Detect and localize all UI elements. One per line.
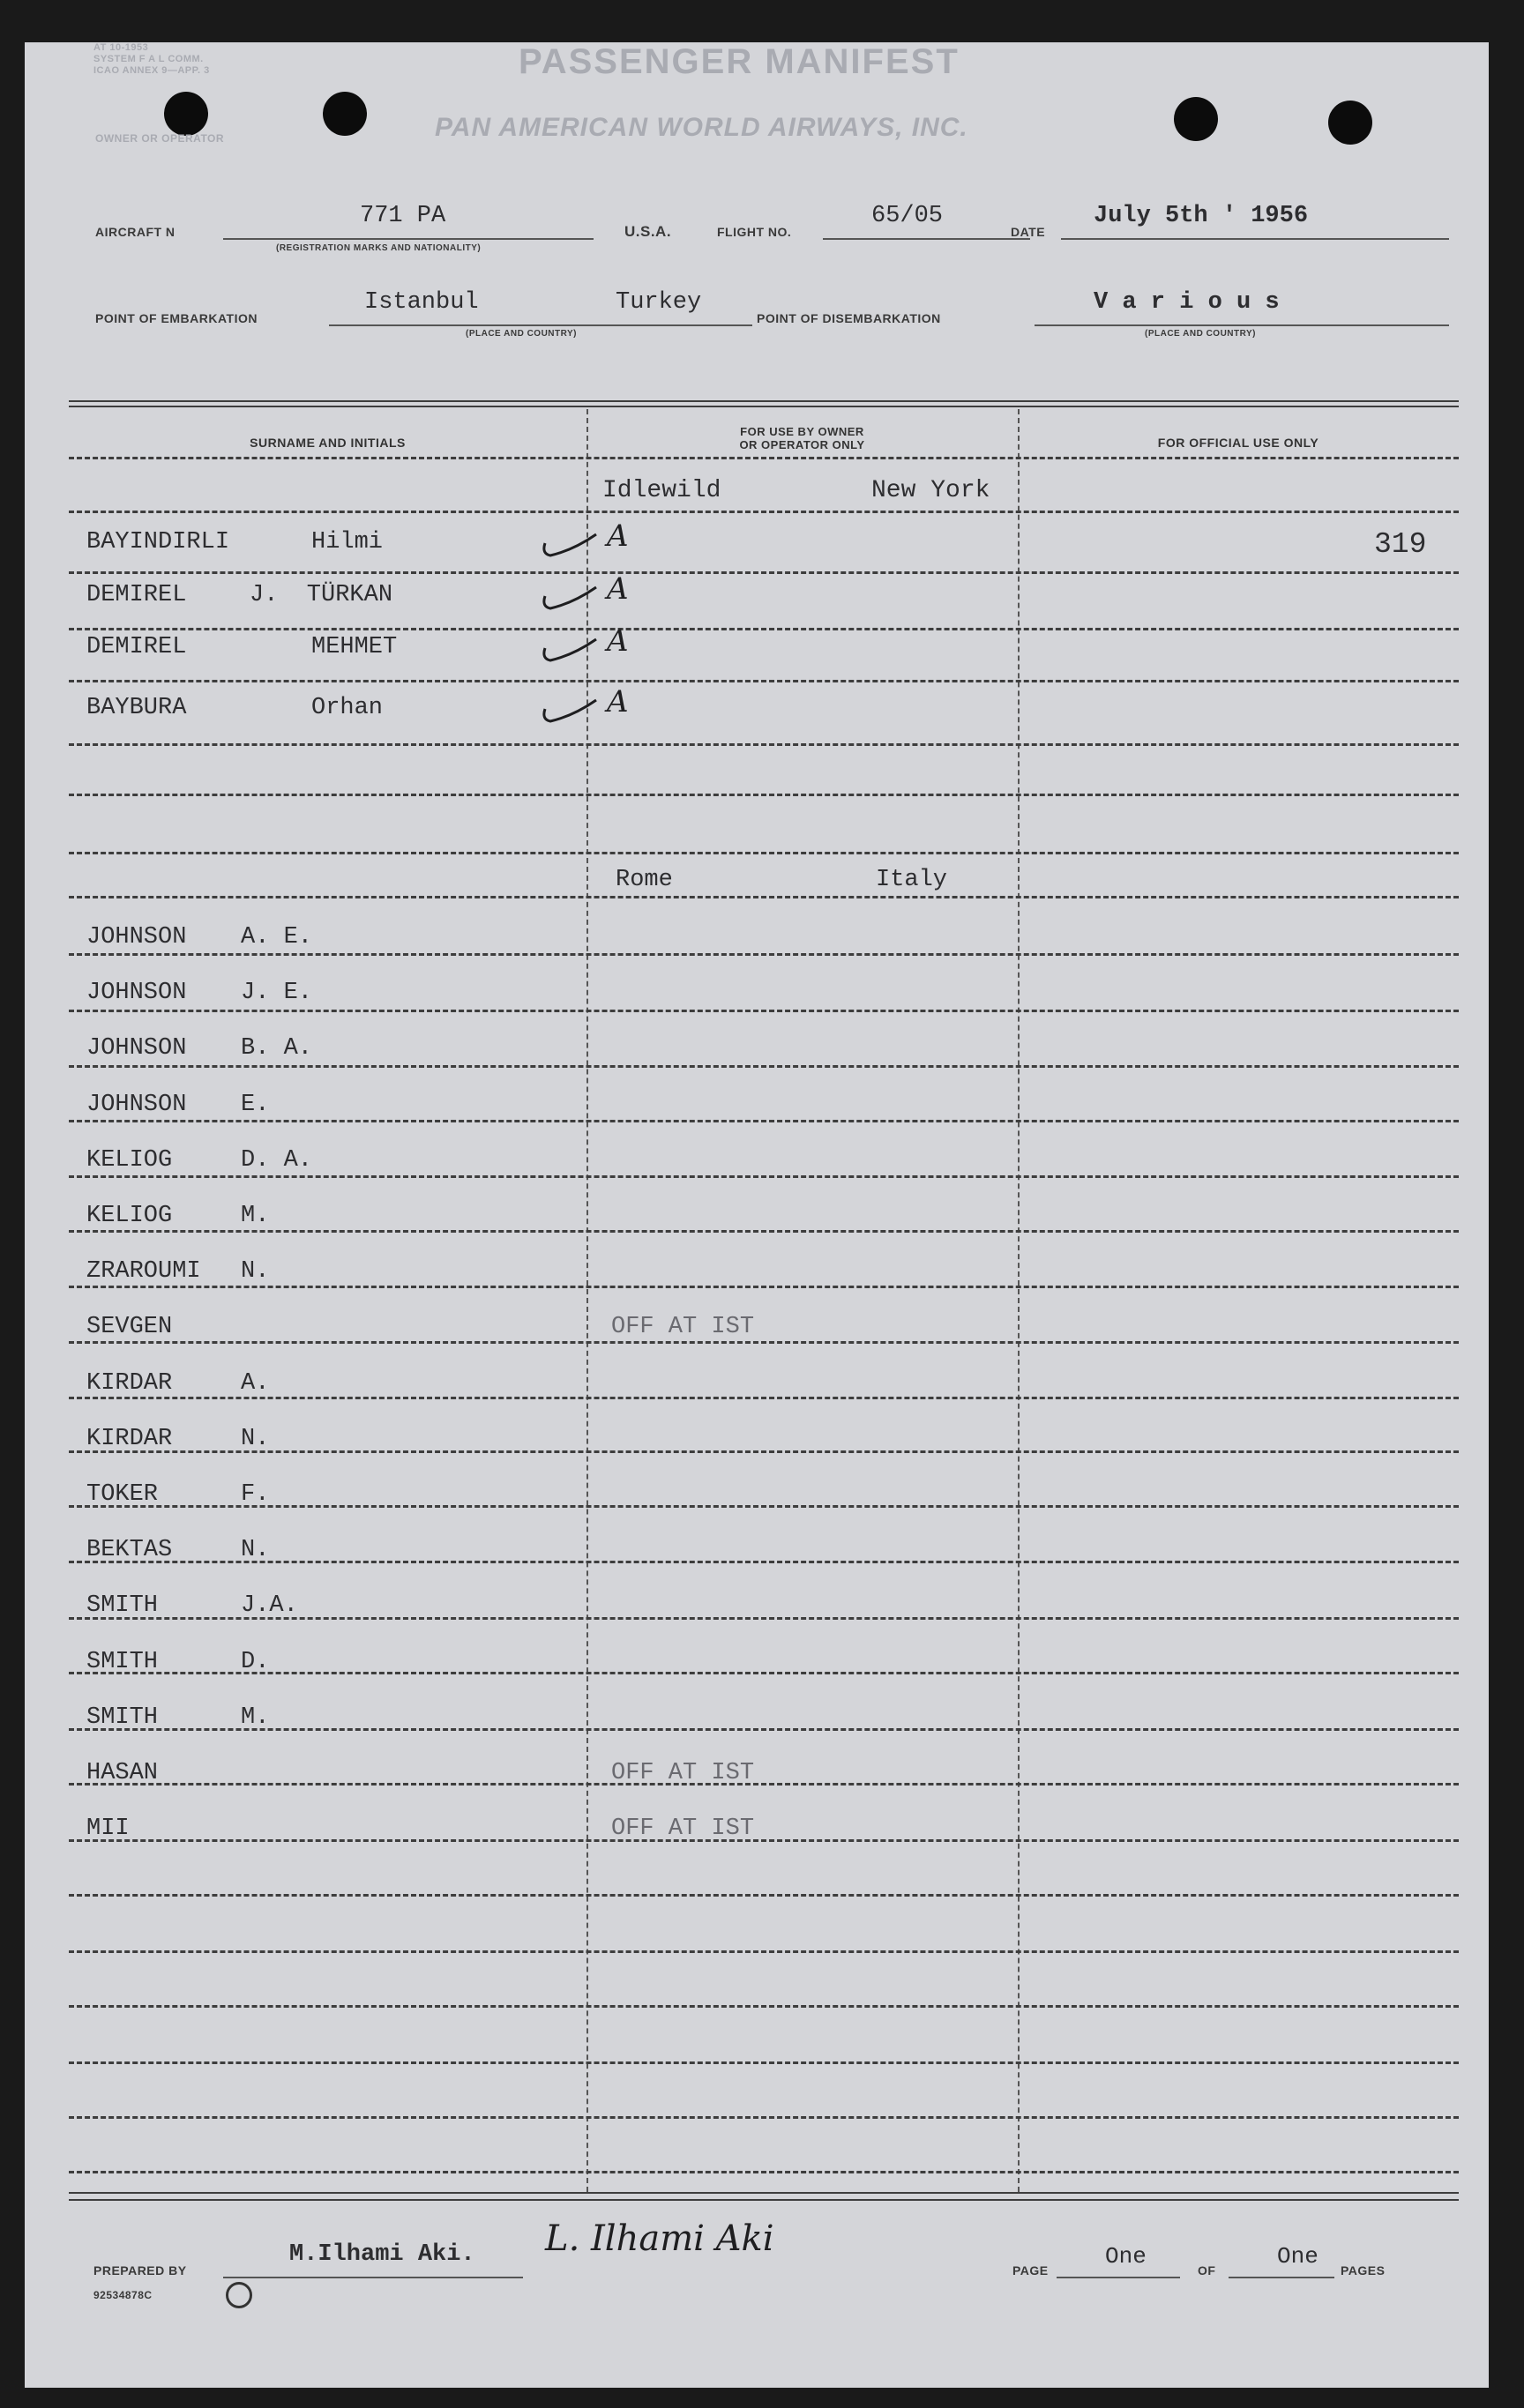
row-rule xyxy=(69,743,1459,746)
signature: L. Ilhami Aki xyxy=(545,2218,774,2259)
date-value: July 5th ' 1956 xyxy=(1094,203,1309,229)
aircraft-value: 771 PA xyxy=(360,203,446,229)
passenger-initials: A. E. xyxy=(241,924,313,951)
row-rule xyxy=(69,1894,1459,1897)
pages-value: One xyxy=(1277,2243,1319,2270)
place-country-note: (PLACE AND COUNTRY) xyxy=(1145,329,1256,339)
passenger-surname: ZRAROUMI xyxy=(86,1258,201,1285)
date-label: DATE xyxy=(1011,225,1046,239)
passenger-surname: SEVGEN xyxy=(86,1314,173,1340)
passenger-initials: J. TÜRKAN xyxy=(250,582,393,608)
check-mark: A xyxy=(607,684,629,719)
passenger-surname: JOHNSON xyxy=(86,1035,187,1062)
passenger-surname: KIRDAR xyxy=(86,1426,173,1452)
tick-icon xyxy=(538,632,600,667)
row-rule xyxy=(69,794,1459,796)
row-rule xyxy=(69,1783,1459,1785)
of-label: OF xyxy=(1198,2263,1216,2278)
row-rule xyxy=(69,2116,1459,2119)
passenger-initials: D. A. xyxy=(241,1147,313,1174)
passenger-initials: E. xyxy=(241,1092,270,1118)
passenger-initials: Orhan xyxy=(311,695,384,721)
place-country-note: (PLACE AND COUNTRY) xyxy=(466,329,577,339)
section1-dest-country: New York xyxy=(871,477,990,504)
passenger-initials: F. xyxy=(241,1481,270,1508)
passenger-surname: KELIOG xyxy=(86,1147,173,1174)
passenger-initials: N. xyxy=(241,1258,270,1285)
passenger-surname: SMITH xyxy=(86,1704,159,1731)
disembark-label: POINT OF DISEMBARKATION xyxy=(757,311,941,325)
row-rule xyxy=(69,1505,1459,1508)
row-rule xyxy=(69,1341,1459,1344)
row-rule xyxy=(69,1230,1459,1233)
passenger-initials: J.A. xyxy=(241,1592,298,1619)
flight-value: 65/05 xyxy=(871,203,944,229)
operator-note: OFF AT IST xyxy=(611,1815,755,1842)
passenger-initials: M. xyxy=(241,1704,270,1731)
passenger-initials: M. xyxy=(241,1203,270,1229)
row-rule xyxy=(69,680,1459,682)
usa-label: U.S.A. xyxy=(624,223,672,240)
page-value: One xyxy=(1105,2243,1147,2270)
passenger-surname: BAYINDIRLI xyxy=(86,529,230,555)
row-rule xyxy=(69,1120,1459,1122)
passenger-initials: N. xyxy=(241,1537,270,1563)
passenger-surname: TOKER xyxy=(86,1481,159,1508)
operator-note: OFF AT IST xyxy=(611,1760,755,1786)
passenger-surname: JOHNSON xyxy=(86,924,187,951)
operator-note: OFF AT IST xyxy=(611,1314,755,1340)
check-mark: A xyxy=(607,518,629,554)
col-official-header: FOR OFFICIAL USE ONLY xyxy=(1157,436,1319,450)
passenger-surname: DEMIREL xyxy=(86,634,187,660)
aircraft-label: AIRCRAFT N xyxy=(95,225,176,239)
row-rule xyxy=(69,1672,1459,1674)
passenger-surname: SMITH xyxy=(86,1592,159,1619)
row-rule xyxy=(69,1065,1459,1068)
page-label: PAGE xyxy=(1012,2263,1049,2278)
passenger-initials: A. xyxy=(241,1370,270,1397)
official-number: 319 xyxy=(1374,528,1427,561)
section2-dest-city: Rome xyxy=(616,867,673,893)
registration-note: (REGISTRATION MARKS AND NATIONALITY) xyxy=(276,243,482,253)
form-code-top: AT 10-1953 SYSTEM F A L COMM. ICAO ANNEX 9—APP. 3 xyxy=(93,42,210,76)
prepared-value: M.Ilhami Aki. xyxy=(289,2241,475,2268)
passenger-surname: DEMIREL xyxy=(86,582,187,608)
passenger-initials: D. xyxy=(241,1649,270,1675)
passenger-initials: B. A. xyxy=(241,1035,313,1062)
manifest-sheet xyxy=(25,42,1489,2388)
punch-hole xyxy=(323,92,367,136)
check-mark: A xyxy=(607,623,629,659)
passenger-surname: SMITH xyxy=(86,1649,159,1675)
passenger-initials: Hilmi xyxy=(311,529,384,555)
passenger-surname: KELIOG xyxy=(86,1203,173,1229)
row-rule xyxy=(69,571,1459,574)
row-rule xyxy=(69,1561,1459,1563)
punch-hole xyxy=(1328,101,1372,145)
row-rule xyxy=(69,1728,1459,1731)
operator-name: PAN AMERICAN WORLD AIRWAYS, INC. xyxy=(435,113,968,142)
row-rule xyxy=(69,2171,1459,2173)
row-rule xyxy=(69,1450,1459,1453)
passenger-surname: BEKTAS xyxy=(86,1537,173,1563)
row-rule xyxy=(69,628,1459,630)
row-rule xyxy=(69,1286,1459,1288)
row-rule xyxy=(69,953,1459,956)
row-rule xyxy=(69,1175,1459,1178)
row-rule xyxy=(69,1397,1459,1399)
col-surname-header: SURNAME AND INITIALS xyxy=(250,436,406,450)
flight-label: FLIGHT NO. xyxy=(717,225,792,239)
passenger-surname: JOHNSON xyxy=(86,1092,187,1118)
punch-hole xyxy=(1174,97,1218,141)
row-rule xyxy=(69,2061,1459,2064)
passenger-surname: KIRDAR xyxy=(86,1370,173,1397)
pages-label: PAGES xyxy=(1341,2263,1386,2278)
embark-label: POINT OF EMBARKATION xyxy=(95,311,258,325)
passenger-initials: N. xyxy=(241,1426,270,1452)
punch-hole xyxy=(164,92,208,136)
section2-dest-country: Italy xyxy=(876,867,948,893)
row-rule xyxy=(69,457,1459,459)
tick-icon xyxy=(538,580,600,615)
embark-country: Turkey xyxy=(616,289,702,316)
section1-dest-city: Idlewild xyxy=(602,477,721,504)
row-rule xyxy=(69,852,1459,854)
form-code-bottom: 92534878C xyxy=(93,2289,153,2301)
col-operator-header: FOR USE BY OWNER OR OPERATOR ONLY xyxy=(739,425,865,451)
row-rule xyxy=(69,1839,1459,1842)
row-rule xyxy=(69,1950,1459,1953)
row-rule xyxy=(69,896,1459,898)
tick-icon xyxy=(538,527,600,563)
owner-label: OWNER OR OPERATOR xyxy=(95,132,225,145)
passenger-initials: J. E. xyxy=(241,980,313,1006)
embark-city: Istanbul xyxy=(364,289,479,316)
passenger-surname: JOHNSON xyxy=(86,980,187,1006)
tick-icon xyxy=(538,693,600,728)
row-rule xyxy=(69,2005,1459,2008)
row-rule xyxy=(69,511,1459,513)
passenger-surname: HASAN xyxy=(86,1760,159,1786)
form-title: PASSENGER MANIFEST xyxy=(519,42,960,81)
union-bug-icon xyxy=(226,2282,252,2308)
passenger-initials: MEHMET xyxy=(311,634,398,660)
passenger-surname: BAYBURA xyxy=(86,695,187,721)
prepared-label: PREPARED BY xyxy=(93,2263,187,2278)
row-rule xyxy=(69,1010,1459,1012)
passenger-surname: MII xyxy=(86,1815,130,1842)
disembark-value: V a r i o u s xyxy=(1094,289,1280,316)
check-mark: A xyxy=(607,571,629,607)
